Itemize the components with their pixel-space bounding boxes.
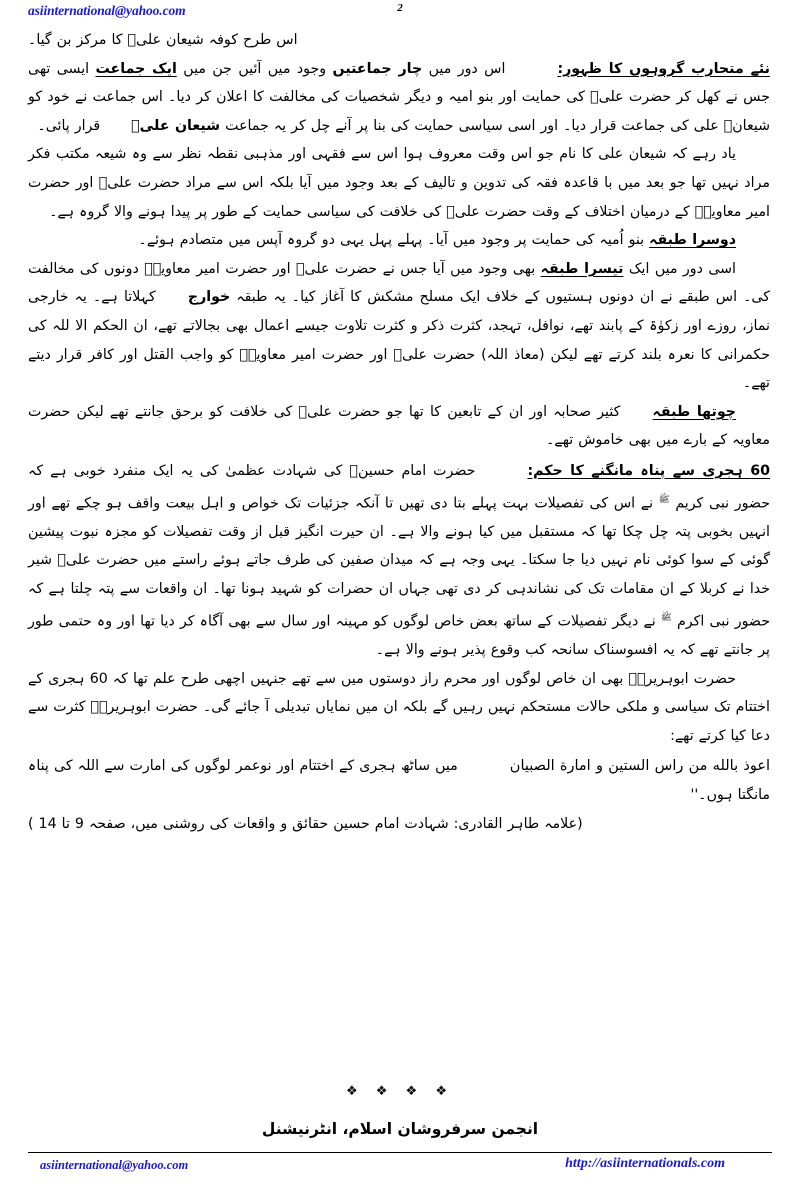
footer-divider <box>28 1152 772 1153</box>
para-1-bold-one-group: ایک جماعت <box>95 60 177 77</box>
para-1-part-b: وجود میں آئیں جن میں <box>176 60 333 77</box>
sallallahu-alaihi-wasallam-symbol-2: ﷺ <box>660 612 672 623</box>
organization-name: انجمن سرفروشان اسلام، انٹرنیشنل <box>261 1120 539 1138</box>
section-1-paragraph <box>28 55 770 141</box>
document-body <box>28 26 770 838</box>
section-heading-60-hijri: 60 ہجری سے پناہ مانگنے کا حکم: <box>527 462 770 479</box>
arabic-supplication: اعوذ بالله من راس الستين و امارة الصبيان <box>509 758 770 775</box>
paragraph-3-second-group <box>28 226 770 255</box>
paragraph-2 <box>28 140 770 226</box>
term-third-group: تیسرا طبقہ <box>540 260 624 277</box>
paragraph-4-third-group <box>28 255 770 398</box>
term-second-group: دوسرا طبقہ <box>649 232 736 249</box>
body-line-opening <box>28 26 770 55</box>
decorative-separator <box>0 1085 800 1098</box>
para-5-text: کثیر صحابہ اور ان کے تابعین کا تھا جو حضرت علیؑ کی خلافت کو برحق جانتے تھے لیکن حضرت معاویہ کے بارے میں بھی خاموش تھے۔ <box>28 403 770 449</box>
opening-sentence: اس طرح کوفہ شیعان علیؑ کا مرکز بن گیا۔ <box>28 32 298 48</box>
para-4-part-c: کہلاتا ہے۔ یہ خارجی نماز، روزے اور زکوٰۃ کے پابند تھے، نوافل، تہجد، کثرت ذکر و کثرت تلاوت جیسے اعمال بھی بجالاتے تھے، ان الحکم الا للہ کی حکمرانی کا نعرہ بلند کرتے تھے لیکن (معاذ اللہ) حضرت علیؑ اور حضرت امیر معاویہؓ کو واجب القتل اور کافر قرار دیتے تھے۔ <box>28 289 770 392</box>
para-1-part-a: اس دور میں <box>422 60 506 77</box>
para-7-text: حضرت ابوہریرہؓ بھی ان خاص لوگوں اور محرم راز دوستوں میں سے تھے جنہیں اچھی طرح علم تھا کہ 60 ہجری کے اختتام تک سیاسی و ملکی حالات مستحکم نہیں رہیں گے بلکہ ان میں نمایاں تبدیلی آ جائے گی۔ حضرت ابوہریرہؓ کثرت سے دعا کیا کرتے تھے: <box>28 670 770 744</box>
supplication-translation: میں ساٹھ ہجری کے اختتام اور نوعمر لوگوں کی امارت سے اللہ کی پناہ مانگتا ہوں۔'' <box>28 758 770 803</box>
para-4-part-a: اسی دور میں ایک <box>623 260 736 277</box>
footer-email-link[interactable]: asiinternational@yahoo.com <box>40 1158 189 1172</box>
footer-website-link[interactable]: http://asiinternationals.com <box>565 1156 725 1171</box>
paragraph-7-abu-hurairah <box>28 665 770 751</box>
citation-text: (علامہ طاہر القادری: شہادت امام حسین حقائق و واقعات کی روشنی میں، صفحہ 9 تا 14 ) <box>28 815 583 832</box>
para-1-bold-four-groups: چار جماعتیں <box>332 60 423 77</box>
para-6-part-b: نے اس کی تفصیلات بہت پہلے بتا دی تھیں تا آنکہ جزئیات تک خواص و اہل بیعت واقف ہو چکے تھے اور انہیں بخوبی پتہ چل چکا تھا کہ مستقبل میں کیا ہونے والا ہے۔ ان حیرت انگیز قبل از وقت تفصیلات کو مجزہ نبوت پیشین گوئی کے سوا کوئی نام نہیں دیا جا سکتا۔ یہی وجہ ہے کہ میدان صفین کی طرف جاتے ہوئے راستے میں حضرت علیؑ شیر خدا نے کربلا کے ان مقامات تک کی نشاندہی کر دی تھی جہاں ان حضرات کو شہید ہونا تھا۔ ان واقعات سے پتہ چلتا ہے کہ حضور نبی اکرم <box>28 495 770 630</box>
para-1-term-shian-e-ali: شیعان علیؑ <box>131 117 221 134</box>
para-6-part-c: نے دیگر تفصیلات کے ساتھ بعض خاص لوگوں کو مہینہ اور سال سے بھی آگاہ کر دیا تھا اور وہ حتمی طور پر جانتے تھے کہ یہ افسوسناک سانحہ کب وقوع پذیر ہونے والا ہے۔ <box>28 613 770 658</box>
page-header <box>0 0 800 26</box>
term-fourth-group: چوتھا طبقہ <box>652 403 736 420</box>
para-1-part-d: قرار پائی۔ <box>37 117 106 134</box>
section-2-paragraph <box>28 457 770 665</box>
para-4-part-b: بھی وجود میں آیا جس نے حضرت علیؑ اور حضرت امیر معاویہؓ دونوں کی مخالفت کی۔ اس طبقے نے ان دونوں ہستیوں کے خلاف ایک مسلح مشکش کا آغاز کیا۔ یہ طبقہ <box>28 260 770 306</box>
page-number: 2 <box>397 2 403 14</box>
paragraph-5-fourth-group <box>28 398 770 455</box>
para-3-text: بنو اُمیہ کی حمایت پر وجود میں آیا۔ پہلے پہل یہی دو گروہ آپس میں متصادم ہوئے۔ <box>138 232 650 249</box>
header-email-link[interactable]: asiinternational@yahoo.com <box>28 3 186 18</box>
para-2-text: یاد رہے کہ شیعان علی کا نام جو اس وقت معروف ہوا اس سے فقہی اور مذہبی نقطہ نظر سے وہ شیعہ مکتب فکر مراد نہیں تھا جو بعد میں با قاعدہ فقہ کی تدوین و تالیف کے بعد وجود میں آیا بلکہ اس سے مراد حضرت علیؑ اور حضرت امیر معاویہؓ کے درمیان اختلاف کے وقت حضرت علیؑ کی خلافت کی سیاسی حمایت کے طور پر پیدا ہونے والا گروہ ہے۔ <box>28 146 770 220</box>
diamond-star-icons: ❖ ❖ ❖ ❖ <box>345 1084 454 1099</box>
page-footer <box>0 1120 800 1200</box>
arabic-supplication-line <box>28 752 770 809</box>
citation-line <box>28 810 770 839</box>
para-6-part-a: حضرت امام حسینؑ کی شہادت عظمیٰ کی یہ ایک منفرد خوبی ہے کہ حضور نبی کریم <box>28 462 770 512</box>
section-heading-new-groups: نئے متحارب گروہوں کا ظہور: <box>557 60 771 77</box>
sallallahu-alaihi-wasallam-symbol: ﷺ <box>658 494 670 505</box>
term-khawarij: خوارج <box>187 289 231 306</box>
para-1-part-c: ایسی تھی جس نے کھل کر حضرت علیؑ کی حمایت اور بنو امیہ و دیگر شخصیات کی مخالفت کا اعلان کر دیا۔ اس جماعت نے خود کو شیعانؑ علی کی جماعت قرار دیا۔ اور اسی سیاسی حمایت کی بنا پر آنے چل کر یہ جماعت <box>28 60 770 134</box>
